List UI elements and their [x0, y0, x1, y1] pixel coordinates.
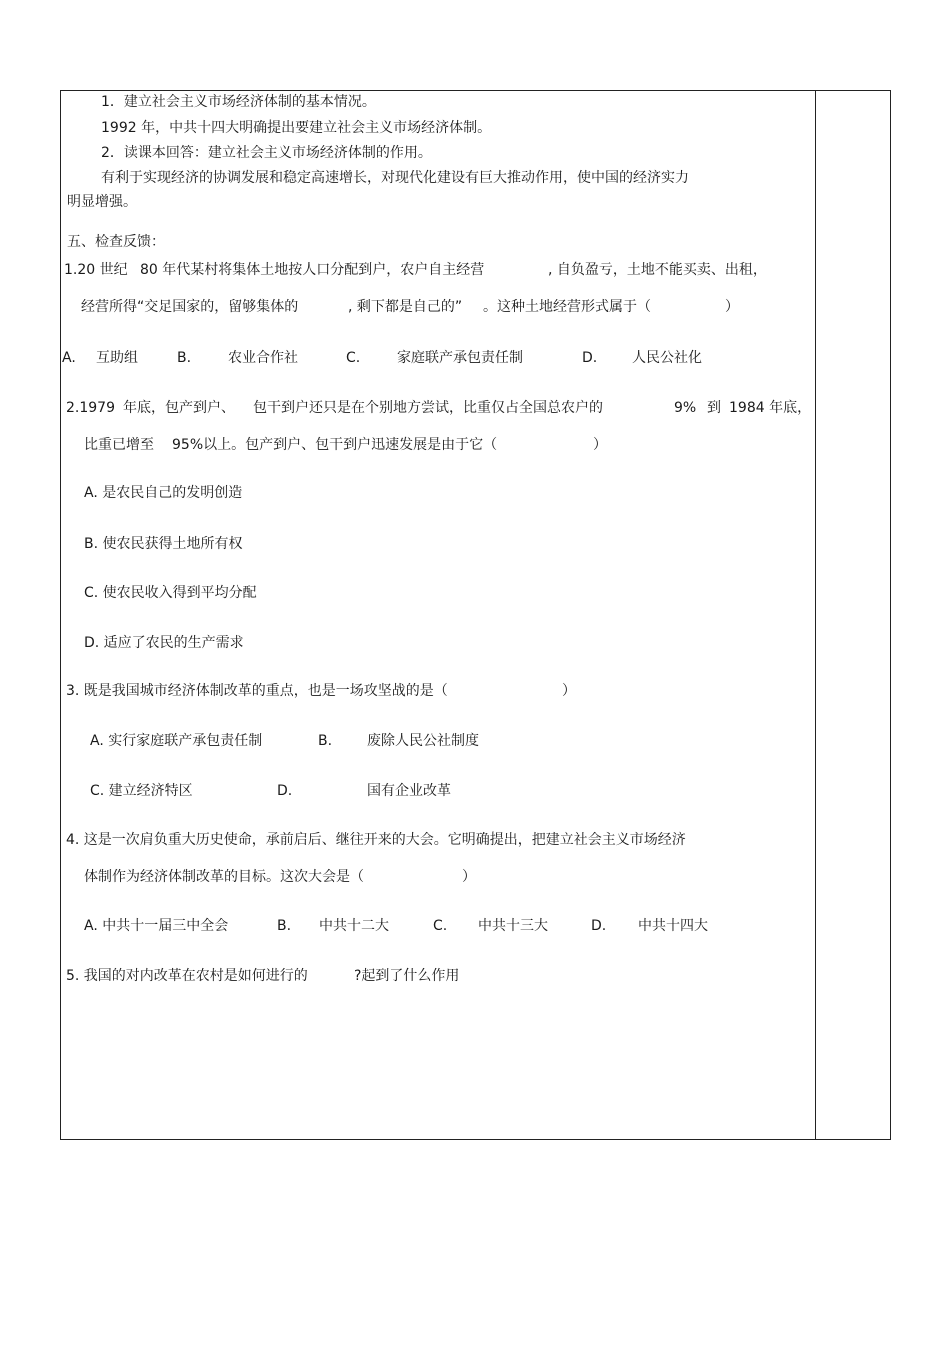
q4-stem-line-2: 体制作为经济体制改革的目标。这次大会是（ [84, 869, 364, 885]
table-column-divider [815, 90, 816, 1140]
q2-stem-part: ） [593, 437, 607, 453]
q2-stem-part: 到 [707, 400, 721, 416]
q3-option-c: C. 建立经济特区 [90, 783, 193, 799]
q1-stem-part: , 自负盈亏，土地不能买卖、出租， [548, 262, 767, 278]
q4-option-a: A. 中共十一届三中全会 [84, 918, 229, 934]
q1-stem-part: 1.20 世纪 [64, 262, 128, 278]
q5-stem: 5. 我国的对内改革在农村是如何进行的 [66, 968, 308, 984]
q2-option-b: B. 使农民获得土地所有权 [84, 536, 243, 552]
q3-stem-close: ） [562, 683, 576, 699]
q4-stem-close: ） [462, 869, 476, 885]
q3-option-b: 废除人民公社制度 [367, 733, 479, 749]
q1-option-d: 人民公社化 [632, 350, 702, 366]
q2-stem-part: 2.1979 [66, 400, 115, 416]
q4-option-d-letter: D. [591, 918, 607, 934]
q4-option-b-letter: B. [277, 918, 292, 934]
q2-option-d: D. 适应了农民的生产需求 [84, 635, 244, 651]
q5-stem-tail: ?起到了什么作用 [354, 968, 460, 984]
q2-stem-part: 9% [674, 400, 697, 416]
q1-stem-part: ） [725, 299, 739, 315]
q3-stem: 3. 既是我国城市经济体制改革的重点，也是一场攻坚战的是（ [66, 683, 448, 699]
q2-stem-part: 比重已增至 [84, 437, 154, 453]
q1-option-a-letter: A. [62, 350, 76, 366]
q1-option-a: 互助组 [96, 350, 138, 366]
q2-option-a: A. 是农民自己的发明创造 [84, 485, 243, 501]
q2-stem-part: 1984 年底， [729, 400, 812, 416]
q1-stem-part: , 剩下都是自己的” [348, 299, 463, 315]
q1-option-b-letter: B. [177, 350, 192, 366]
q3-option-d-letter: D. [277, 783, 293, 799]
intro-answer-line-1: 有利于实现经济的协调发展和稳定高速增长，对现代化建设有巨大推动作用，使中国的经济实力 [101, 170, 689, 186]
q2-stem-part: 95%以上。包产到户、包干到户迅速发展是由于它（ [172, 437, 498, 453]
q1-stem-part: 80 年代某村将集体土地按人口分配到户，农户自主经营 [140, 262, 485, 278]
q1-option-c-letter: C. [346, 350, 361, 366]
q2-option-c: C. 使农民收入得到平均分配 [84, 585, 257, 601]
q4-option-c: 中共十三大 [478, 918, 548, 934]
q1-stem-part: 。这种土地经营形式属于（ [483, 299, 651, 315]
q4-stem-line-1: 4. 这是一次肩负重大历史使命，承前启后、继往开来的大会。它明确提出，把建立社会主义市场经济 [66, 832, 686, 848]
q4-option-b: 中共十二大 [319, 918, 389, 934]
intro-item-1: 1．建立社会主义市场经济体制的基本情况。 [101, 94, 376, 110]
intro-answer-line-2: 明显增强。 [67, 194, 137, 210]
q3-option-a: A. 实行家庭联产承包责任制 [90, 733, 263, 749]
q2-stem-part: 包干到户还只是在个别地方尝试，比重仅占全国总农户的 [253, 400, 603, 416]
section-title: 五、检查反馈： [67, 234, 165, 250]
q3-option-d: 国有企业改革 [367, 783, 451, 799]
q1-option-d-letter: D. [582, 350, 598, 366]
q2-stem-part: 年底，包产到户、 [123, 400, 235, 416]
q3-option-b-letter: B. [318, 733, 333, 749]
q1-option-b: 农业合作社 [228, 350, 298, 366]
q4-option-d: 中共十四大 [638, 918, 708, 934]
intro-item-2: 2．读课本回答：建立社会主义市场经济体制的作用。 [101, 145, 432, 161]
intro-fact-1992: 1992 年，中共十四大明确提出要建立社会主义市场经济体制。 [101, 120, 492, 136]
q1-stem-part: 经营所得“交足国家的，留够集体的 [81, 299, 299, 315]
q4-option-c-letter: C. [433, 918, 448, 934]
q1-option-c: 家庭联产承包责任制 [397, 350, 523, 366]
